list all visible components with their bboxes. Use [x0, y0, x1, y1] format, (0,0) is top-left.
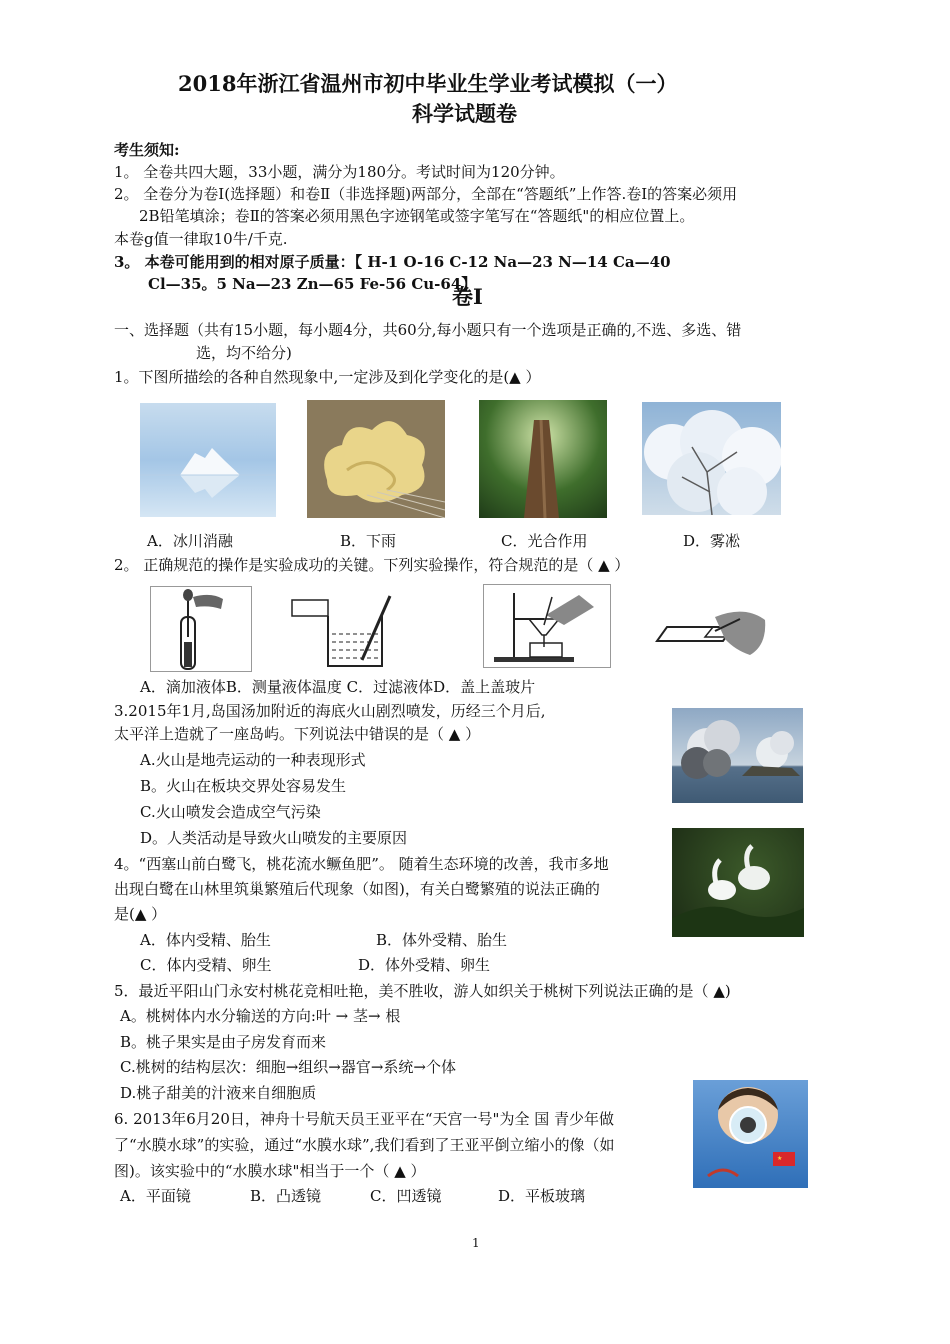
rime-image	[642, 402, 781, 515]
q4-option-c: C．体内受精、卵生	[140, 956, 272, 974]
q1-option-a: A．冰川消融	[147, 532, 233, 550]
question-stem: 2。 正确规范的操作是实验成功的关键。下列实验操作，符合规范的是（ ▲ ）	[114, 556, 630, 574]
exam-subtitle: 科学试题卷	[412, 101, 517, 126]
notice-line: 1。 全卷共四大题，33小题，满分为180分。考试时间为120分钟。	[114, 163, 565, 181]
q6-option-a: A．平面镜	[120, 1187, 191, 1205]
q5-option-a: A。桃树体内水分输送的方向:叶 → 茎→ 根	[120, 1007, 401, 1025]
q5-option-b: B。桃子果实是由子房发育而来	[120, 1033, 327, 1051]
dropper-image	[150, 586, 252, 672]
question-stem: 1。下图所描绘的各种自然现象中,一定涉及到化学变化的是(▲ ）	[114, 368, 541, 386]
notice-line: 本卷g值一律取10牛/千克.	[114, 230, 288, 248]
q3-option-b: B。火山在板块交界处容易发生	[140, 777, 347, 795]
q3-option-c: C.火山喷发会造成空气污染	[140, 803, 321, 821]
q1-option-b: B．下雨	[340, 532, 397, 550]
notice-line: 2B铅笔填涂；卷Ⅱ的答案必须用黑色字迹钢笔或签字笔写在“答题纸"的相应位置上。	[139, 207, 695, 225]
water-ball-image	[693, 1080, 808, 1188]
question-stem: 出现白鹭在山林里筑巢繁殖后代现象（如图)，有关白鹭繁殖的说法正确的	[114, 880, 600, 898]
notice-heading: 考生须知:	[114, 141, 180, 159]
question-stem: 图)。该实验中的“水膜水球"相当于一个（ ▲ ）	[114, 1162, 426, 1180]
question-stem: 了“水膜水球”的实验，通过“水膜水球”,我们看到了王亚平倒立缩小的像（如	[114, 1136, 615, 1154]
q6-option-d: D．平板玻璃	[498, 1187, 586, 1205]
glacier-image	[140, 403, 276, 517]
question-stem: 5．最近平阳山门永安村桃花竞相吐艳，美不胜收，游人如织关于桃树下列说法正确的是（ ▲)	[114, 982, 731, 1000]
q3-option-a: A.火山是地壳运动的一种表现形式	[140, 751, 366, 769]
q6-option-b: B．凸透镜	[250, 1187, 322, 1205]
rain-image	[307, 400, 445, 518]
q1-option-c: C．光合作用	[501, 532, 588, 550]
photosynthesis-image	[479, 400, 607, 518]
cover-slip-image	[655, 605, 767, 663]
question-stem: 3.2015年1月,岛国汤加附近的海底火山剧烈喷发，历经三个月后,	[114, 702, 546, 720]
exam-title: 2018年浙江省温州市初中毕业生学业考试模拟（一）	[178, 71, 678, 96]
thermometer-image	[290, 594, 400, 670]
q4-option-b: B．体外受精、胎生	[376, 931, 508, 949]
q1-option-d: D．雾凇	[683, 532, 741, 550]
question-stem: 4。“西塞山前白鹭飞，桃花流水鳜鱼肥”。 随着生态环境的改善，我市多地	[114, 855, 609, 873]
q5-option-c: C.桃树的结构层次：细胞→组织→器官→系统→个体	[120, 1058, 456, 1076]
q3-option-d: D。人类活动是导致火山喷发的主要原因	[140, 829, 408, 847]
page-number: 1	[472, 1236, 480, 1250]
q2-options: A．滴加液体B．测量液体温度 C．过滤液体D．盖上盖玻片	[140, 678, 536, 696]
svg-text:★: ★	[777, 1155, 783, 1162]
notice-line: 2。 全卷分为卷Ⅰ(选择题）和卷Ⅱ（非选择题)两部分，全部在“答题纸”上作答.卷Ⅰ的答案必须用	[114, 185, 738, 203]
section-intro: 一、选择题（共有15小题，每小题4分，共60分,每小题只有一个选项是正确的,不选、多选、错	[114, 321, 742, 339]
notice-line: Cl—35。5 Na—23 Zn—65 Fe-56 Cu-64】	[148, 275, 477, 293]
question-stem: 6. 2013年6月20日，神舟十号航天员王亚平在“天宫一号"为全 国 青少年做	[114, 1110, 614, 1128]
volcano-image	[672, 708, 803, 803]
filtration-image	[483, 584, 611, 668]
egret-image	[672, 828, 804, 937]
q4-option-d: D．体外受精、卵生	[358, 956, 491, 974]
q6-option-c: C．凹透镜	[370, 1187, 442, 1205]
q4-option-a: A．体内受精、胎生	[140, 931, 271, 949]
notice-line: 3。 本卷可能用到的相对原子质量：【 H-1 O-16 C-12 Na—23 N—14 Ca—40	[114, 253, 671, 271]
question-stem: 是(▲ ）	[114, 905, 167, 923]
volume-label: 卷Ⅰ	[452, 284, 483, 309]
q5-option-d: D.桃子甜美的汁液来自细胞质	[120, 1084, 317, 1102]
question-stem: 太平洋上造就了一座岛屿。下列说法中错误的是（ ▲ ）	[114, 725, 481, 743]
section-intro: 选，均不给分)	[196, 344, 292, 362]
